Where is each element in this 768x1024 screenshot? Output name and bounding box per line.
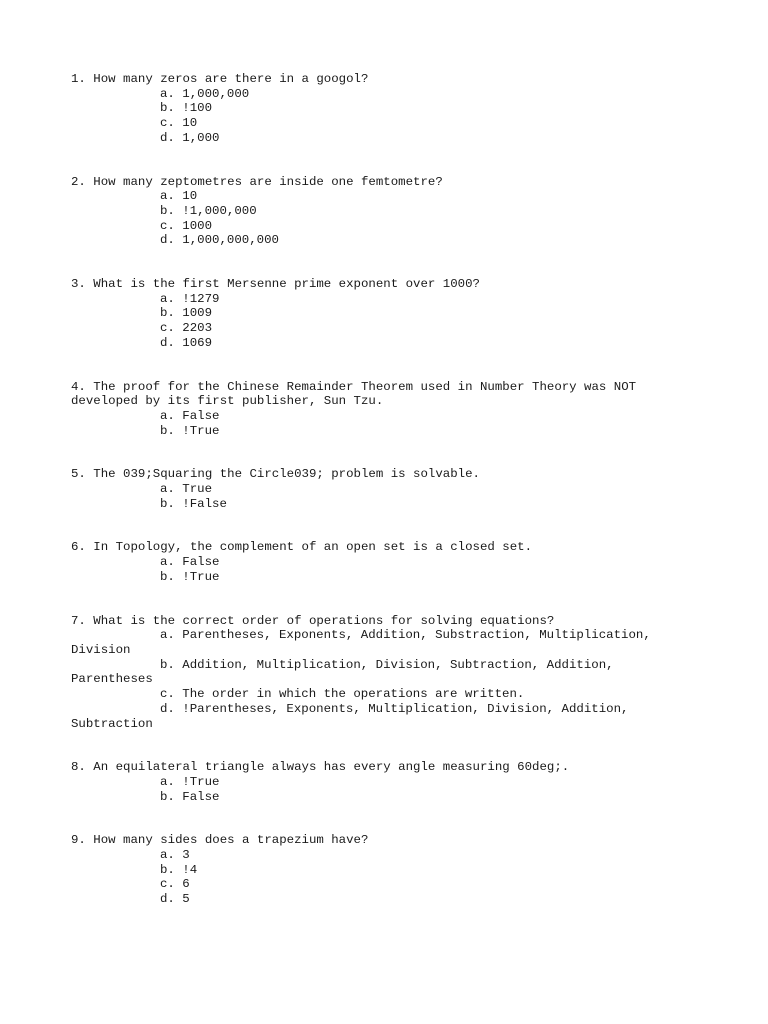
quiz-document — [71, 72, 671, 936]
question-1 — [71, 72, 671, 146]
answer-option: d. !Parentheses, Exponents, Multiplication, Division, Addition, Subtraction — [71, 701, 636, 731]
answer-option: d. 1069 — [160, 335, 213, 350]
answer-option: b. !100 — [160, 101, 213, 116]
question-3 — [71, 277, 671, 351]
answer-option: a. 1,000,000 — [160, 86, 250, 101]
answer-option: a. 10 — [160, 189, 198, 204]
answer-option: a. !True — [160, 774, 220, 789]
answer-option: b. Addition, Multiplication, Division, Subtraction, Addition, Parentheses — [71, 657, 622, 687]
answer-option: b. !False — [160, 496, 227, 511]
question-2 — [71, 175, 671, 249]
answer-option: b. !True — [160, 423, 220, 438]
answer-option: b. !1,000,000 — [160, 203, 257, 218]
question-7 — [71, 614, 671, 732]
answer-option: b. !4 — [160, 862, 198, 877]
question-5 — [71, 467, 671, 511]
question-9 — [71, 833, 671, 907]
question-text: 2. How many zeptometres are inside one femtometre? — [71, 174, 443, 189]
question-text: 7. What is the correct order of operations for solving equations? — [71, 613, 555, 628]
question-text: 9. How many sides does a trapezium have? — [71, 833, 369, 848]
answer-option: d. 1,000,000,000 — [160, 233, 279, 248]
question-text: 3. What is the first Mersenne prime exponent over 1000? — [71, 277, 480, 292]
answer-option: b. 1009 — [160, 306, 213, 321]
answer-option: d. 1,000 — [160, 130, 220, 145]
answer-option: b. !True — [160, 569, 220, 584]
answer-option: a. False — [160, 408, 220, 423]
question-text: 8. An equilateral triangle always has every angle measuring 60deg;. — [71, 760, 570, 775]
answer-option: c. 2203 — [160, 321, 213, 336]
answer-option: c. The order in which the operations are written. — [160, 687, 525, 702]
question-text: 6. In Topology, the complement of an open set is a closed set. — [71, 540, 533, 555]
answer-option: d. 5 — [160, 892, 190, 907]
question-4 — [71, 380, 671, 439]
answer-option: c. 10 — [160, 116, 198, 131]
answer-option: b. False — [160, 789, 220, 804]
question-text: 4. The proof for the Chinese Remainder Theorem used in Number Theory was NOT developed by its first publisher, Sun Tzu. — [71, 379, 644, 409]
question-8 — [71, 760, 671, 804]
answer-option: a. 3 — [160, 848, 190, 863]
answer-option: c. 1000 — [160, 218, 213, 233]
question-6 — [71, 540, 671, 584]
answer-option: a. True — [160, 482, 213, 497]
question-text: 1. How many zeros are there in a googol? — [71, 72, 369, 86]
question-text: 5. The 039;Squaring the Circle039; problem is solvable. — [71, 467, 480, 482]
answer-option: a. Parentheses, Exponents, Addition, Substraction, Multiplication, Division — [71, 628, 659, 657]
answer-option: c. 6 — [160, 877, 190, 892]
answer-option: a. !1279 — [160, 291, 220, 306]
answer-option: a. False — [160, 555, 220, 570]
